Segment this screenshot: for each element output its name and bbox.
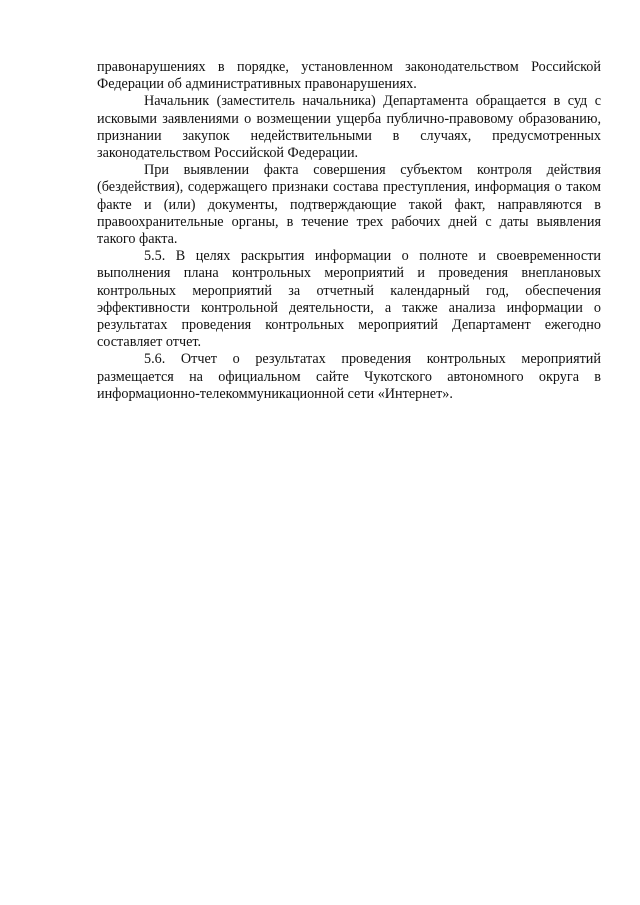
paragraph-court-claims: Начальник (заместитель начальника) Департамента обращается в суд с исковыми заявлениями о возмещении ущерба публично-правовому образованию, признании закупок недействительными в случаях, предусмотренных законодательством Российской Федерации. — [97, 93, 601, 162]
paragraph-5-5-annual-report: 5.5. В целях раскрытия информации о полноте и своевременности выполнения плана контрольных мероприятий и проведения внеплановых контрольных мероприятий за отчетный календарный год, обеспечения эффективности контрольной деятельности, а также анализа информации о результатах проведения контрольных мероприятий Департамент ежегодно составляет отчет. — [97, 248, 601, 351]
paragraph-5-6-publication: 5.6. Отчет о результатах проведения контрольных мероприятий размещается на официальном сайте Чукотского автономного округа в информационно-телекоммуникационной сети «Интернет». — [97, 351, 601, 402]
document-body — [97, 59, 601, 403]
paragraph-continuation: правонарушениях в порядке, установленном законодательством Российской Федерации об административных правонарушениях. — [97, 59, 601, 93]
paragraph-crime-report: При выявлении факта совершения субъектом контроля действия (бездействия), содержащего признаки состава преступления, информация о таком факте и (или) документы, подтверждающие такой факт, направляются в правоохранительные органы, в течение трех рабочих дней с даты выявления такого факта. — [97, 162, 601, 248]
